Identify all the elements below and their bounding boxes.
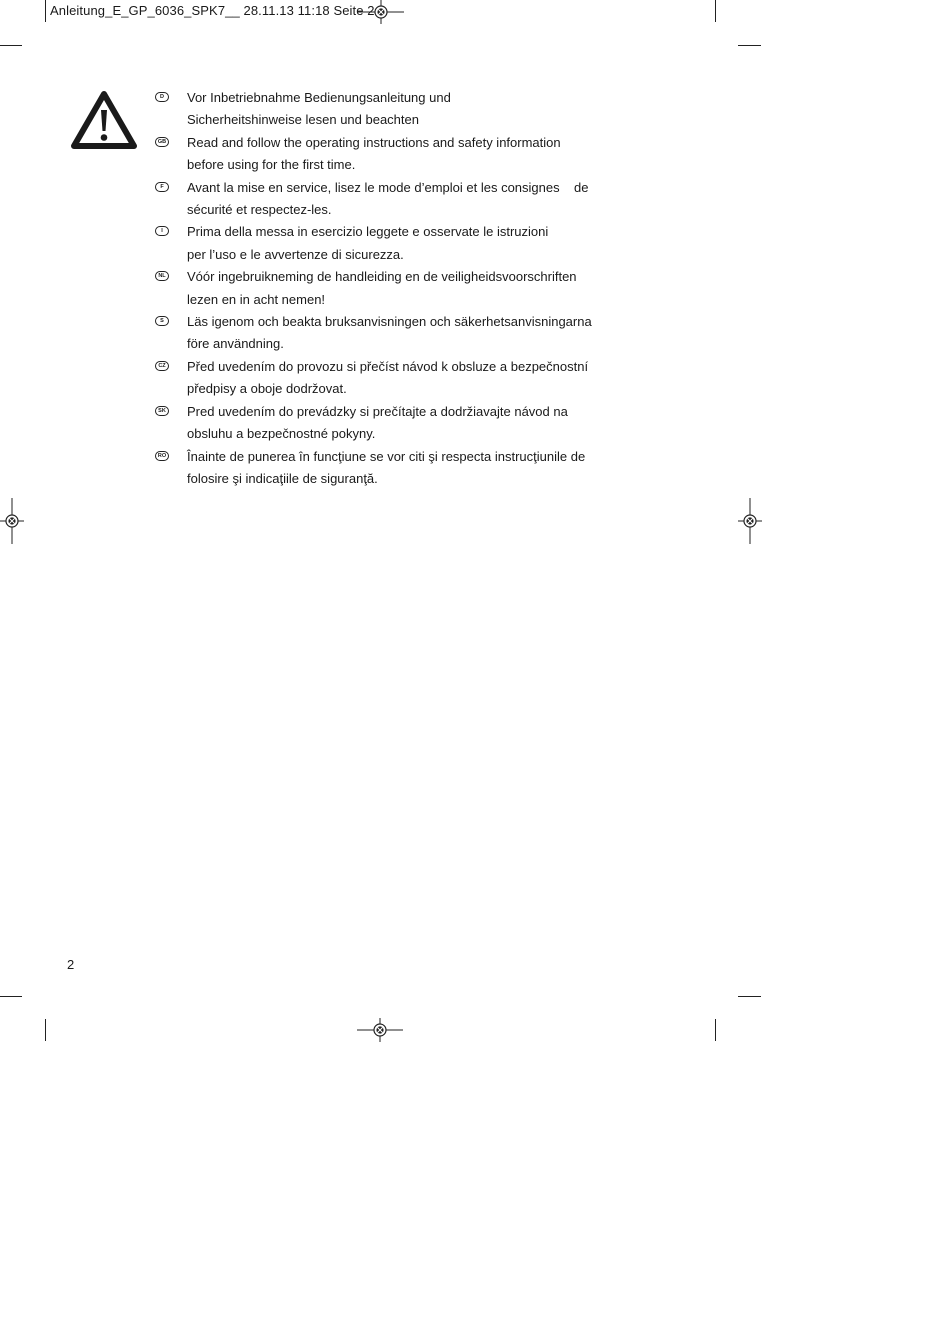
notice-line: Pred uvedením do prevádzky si prečítajte a dodržiavajte návod na xyxy=(187,403,568,419)
language-badge: SK xyxy=(155,406,169,416)
language-entry-sk xyxy=(155,401,605,446)
notice-line: before using for the first time. xyxy=(187,157,356,173)
language-entry-i xyxy=(155,221,605,266)
crop-mark xyxy=(738,996,761,997)
language-badge: S xyxy=(155,316,169,326)
crop-mark xyxy=(715,1019,716,1041)
notice-line: folosire şi indicaţiile de siguranţă. xyxy=(187,470,378,486)
notice-line: sécurité et respectez-les. xyxy=(187,202,332,218)
language-entry-ro xyxy=(155,446,605,491)
language-entry-cz xyxy=(155,356,605,401)
registration-mark-icon xyxy=(357,1018,403,1042)
page-number: 2 xyxy=(67,957,75,972)
notice-line: Prima della messa in esercizio leggete e osservate le istruzioni xyxy=(187,224,549,240)
language-entry-f xyxy=(155,177,605,222)
print-slug: Anleitung_E_GP_6036_SPK7__ 28.11.13 11:18 Seite 2 xyxy=(50,3,375,18)
language-badge: GB xyxy=(155,137,169,147)
language-entry-nl xyxy=(155,266,605,311)
language-entry-s xyxy=(155,311,605,356)
registration-mark-icon xyxy=(358,0,404,24)
language-badge: I xyxy=(155,226,169,236)
notice-line: předpisy a oboje dodržovat. xyxy=(187,381,347,397)
notice-line: Înainte de punerea în funcţiune se vor citi şi respecta instrucţiunile de xyxy=(187,448,586,464)
warning-triangle-icon xyxy=(70,90,138,150)
notice-line: Vor Inbetriebnahme Bedienungsanleitung und xyxy=(187,90,451,105)
notice-line: före användning. xyxy=(187,336,284,352)
notice-line: Před uvedením do provozu si přečíst návod k obsluze a bezpečnostní xyxy=(187,358,589,374)
notice-line: Read and follow the operating instructions and safety information xyxy=(187,134,561,150)
language-badge: F xyxy=(155,182,169,192)
language-entry-gb xyxy=(155,132,605,177)
notice-line: Läs igenom och beakta bruksanvisningen och säkerhetsanvisningarna xyxy=(187,314,592,330)
language-badge: D xyxy=(155,92,169,102)
notice-line: per l’uso e le avvertenze di sicurezza. xyxy=(187,246,404,262)
language-badge: CZ xyxy=(155,361,169,371)
crop-mark xyxy=(715,0,716,22)
crop-mark xyxy=(738,45,761,46)
notice-line: obsluhu a bezpečnostné pokyny. xyxy=(187,426,376,442)
notice-line: Sicherheitshinweise lesen und beachten xyxy=(187,112,419,128)
language-entry-de xyxy=(155,87,605,132)
registration-mark-icon xyxy=(738,498,762,544)
crop-mark xyxy=(45,1019,46,1041)
registration-mark-icon xyxy=(0,498,24,544)
crop-mark xyxy=(0,996,22,997)
notice-line: Vóór ingebruikneming de handleiding en de veiligheidsvoorschriften xyxy=(187,269,577,285)
crop-mark xyxy=(45,0,46,22)
crop-mark xyxy=(0,45,22,46)
notice-line: lezen en in acht nemen! xyxy=(187,291,326,307)
language-badge: RO xyxy=(155,451,169,461)
notice-line: Avant la mise en service, lisez le mode d’emploi et les consignes de xyxy=(187,179,589,195)
language-badge: NL xyxy=(155,271,169,281)
safety-notice-list xyxy=(155,87,605,490)
